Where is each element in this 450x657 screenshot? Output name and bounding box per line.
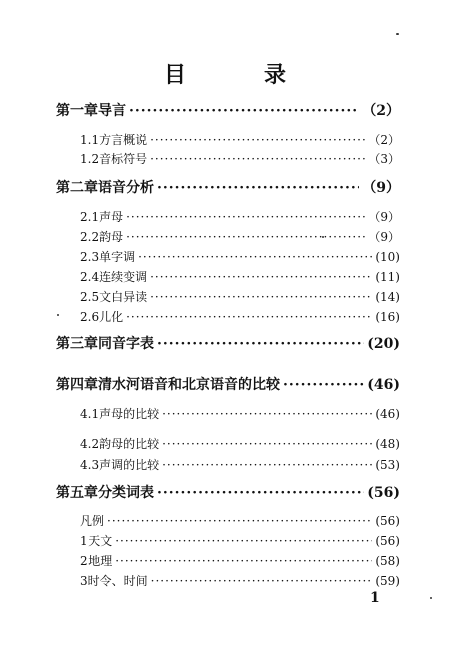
- toc-entry[interactable]: [80, 150, 400, 167]
- section-number: 2.3: [80, 250, 100, 264]
- section-number: 2.1: [80, 210, 100, 224]
- entry-title: 导言: [98, 103, 126, 119]
- dot-leader: [138, 250, 372, 264]
- section-number: 2.4: [80, 270, 100, 284]
- item-number: 1: [80, 534, 88, 548]
- toc-entry[interactable]: [80, 248, 400, 265]
- page-ref: (56): [375, 534, 400, 548]
- page-ref: (46): [375, 407, 400, 421]
- toc-entry[interactable]: [56, 100, 400, 120]
- toc-entry[interactable]: [80, 552, 400, 569]
- section-number: 1.2: [80, 152, 100, 166]
- scan-speck: [322, 236, 324, 238]
- entry-title: 同音字表: [98, 336, 154, 352]
- section-number: 4.3: [80, 458, 100, 472]
- dot-leader: [283, 377, 364, 393]
- toc-entry[interactable]: [80, 208, 400, 225]
- scan-speck: [430, 597, 432, 599]
- toc-entry[interactable]: [80, 131, 400, 148]
- section-number: 2.5: [80, 290, 100, 304]
- toc-entry[interactable]: [80, 308, 400, 325]
- toc-entry[interactable]: [80, 228, 400, 245]
- page-ref: (56): [367, 485, 400, 501]
- page-ref: (48): [375, 437, 400, 451]
- dot-leader: [126, 310, 372, 324]
- dot-leader: [150, 290, 372, 304]
- toc-entry[interactable]: [80, 405, 400, 422]
- section-number: 4.1: [80, 407, 100, 421]
- dot-leader: [126, 210, 365, 224]
- page-ref: (11): [375, 270, 400, 284]
- item-number: 2: [80, 554, 88, 568]
- entry-title: 韵母: [99, 230, 124, 244]
- page-ref: (10): [375, 250, 400, 264]
- dot-leader: [157, 180, 359, 196]
- dot-leader: [115, 534, 372, 548]
- dot-leader: [162, 458, 372, 472]
- toc-entry[interactable]: [80, 456, 400, 473]
- page-ref: (58): [375, 554, 400, 568]
- chapter-number: 第一章: [56, 103, 98, 119]
- section-number: 1.1: [80, 133, 100, 147]
- dot-leader: [150, 152, 365, 166]
- toc-entry[interactable]: [56, 333, 400, 353]
- entry-title: 儿化: [99, 310, 124, 324]
- entry-title: 天文: [88, 534, 113, 548]
- scan-speck: [396, 33, 399, 35]
- entry-title: 分类词表: [98, 485, 154, 501]
- entry-title: 声调的比较: [99, 458, 160, 472]
- page-ref: (53): [375, 458, 400, 472]
- entry-title: 语音分析: [98, 180, 154, 196]
- entry-title: 清水河语音和北京语音的比较: [98, 377, 280, 393]
- toc-entry[interactable]: [80, 532, 400, 549]
- page-ref: (14): [375, 290, 400, 304]
- dot-leader: [151, 574, 373, 588]
- page-ref: (59): [375, 574, 400, 588]
- page-ref: (20): [367, 336, 400, 352]
- chapter-number: 第四章: [56, 377, 98, 393]
- dot-leader: [107, 514, 372, 528]
- dot-leader: [126, 230, 365, 244]
- page-ref: (46): [367, 377, 400, 393]
- toc-entry[interactable]: [80, 435, 400, 452]
- entry-title: 时令、时间: [87, 574, 148, 588]
- dot-leader: [157, 485, 364, 501]
- dot-leader: [129, 103, 359, 119]
- dot-leader: [150, 270, 372, 284]
- page-ref: （9）: [368, 230, 400, 244]
- page-ref: (56): [375, 514, 400, 528]
- toc-entry[interactable]: [56, 374, 400, 394]
- page-ref: （2）: [368, 133, 400, 147]
- page-ref: （2）: [362, 103, 400, 119]
- dot-leader: [150, 133, 365, 147]
- section-number: 2.6: [80, 310, 100, 324]
- toc-entry[interactable]: [80, 512, 400, 529]
- chapter-number: 第三章: [56, 336, 98, 352]
- dot-leader: [157, 336, 364, 352]
- toc-entry[interactable]: [80, 268, 400, 285]
- item-number: 3: [80, 574, 88, 588]
- page-ref: （3）: [368, 152, 400, 166]
- entry-title: 文白异读: [99, 290, 148, 304]
- entry-title: 单字调: [99, 250, 136, 264]
- scan-speck: [57, 314, 59, 316]
- page-ref: (16): [375, 310, 400, 324]
- entry-title: 声母的比较: [99, 407, 160, 421]
- page-number: 1: [370, 590, 380, 606]
- chapter-number: 第五章: [56, 485, 98, 501]
- section-number: 4.2: [80, 437, 100, 451]
- entry-title: 凡例: [80, 514, 105, 528]
- toc-entry[interactable]: [80, 288, 400, 305]
- entry-title: 声母: [99, 210, 124, 224]
- chapter-number: 第二章: [56, 180, 98, 196]
- entry-title: 音标符号: [99, 152, 148, 166]
- page-title: 目 录: [163, 62, 314, 88]
- entry-title: 韵母的比较: [99, 437, 160, 451]
- toc-entry[interactable]: [56, 177, 400, 197]
- toc-entry[interactable]: [80, 572, 400, 589]
- dot-leader: [162, 437, 372, 451]
- entry-title: 地理: [88, 554, 113, 568]
- toc-entry[interactable]: [56, 482, 400, 502]
- page-ref: （9）: [368, 210, 400, 224]
- entry-title: 方言概说: [99, 133, 148, 147]
- dot-leader: [115, 554, 372, 568]
- dot-leader: [162, 407, 372, 421]
- entry-title: 连续变调: [99, 270, 148, 284]
- page-ref: （9）: [362, 180, 400, 196]
- section-number: 2.2: [80, 230, 100, 244]
